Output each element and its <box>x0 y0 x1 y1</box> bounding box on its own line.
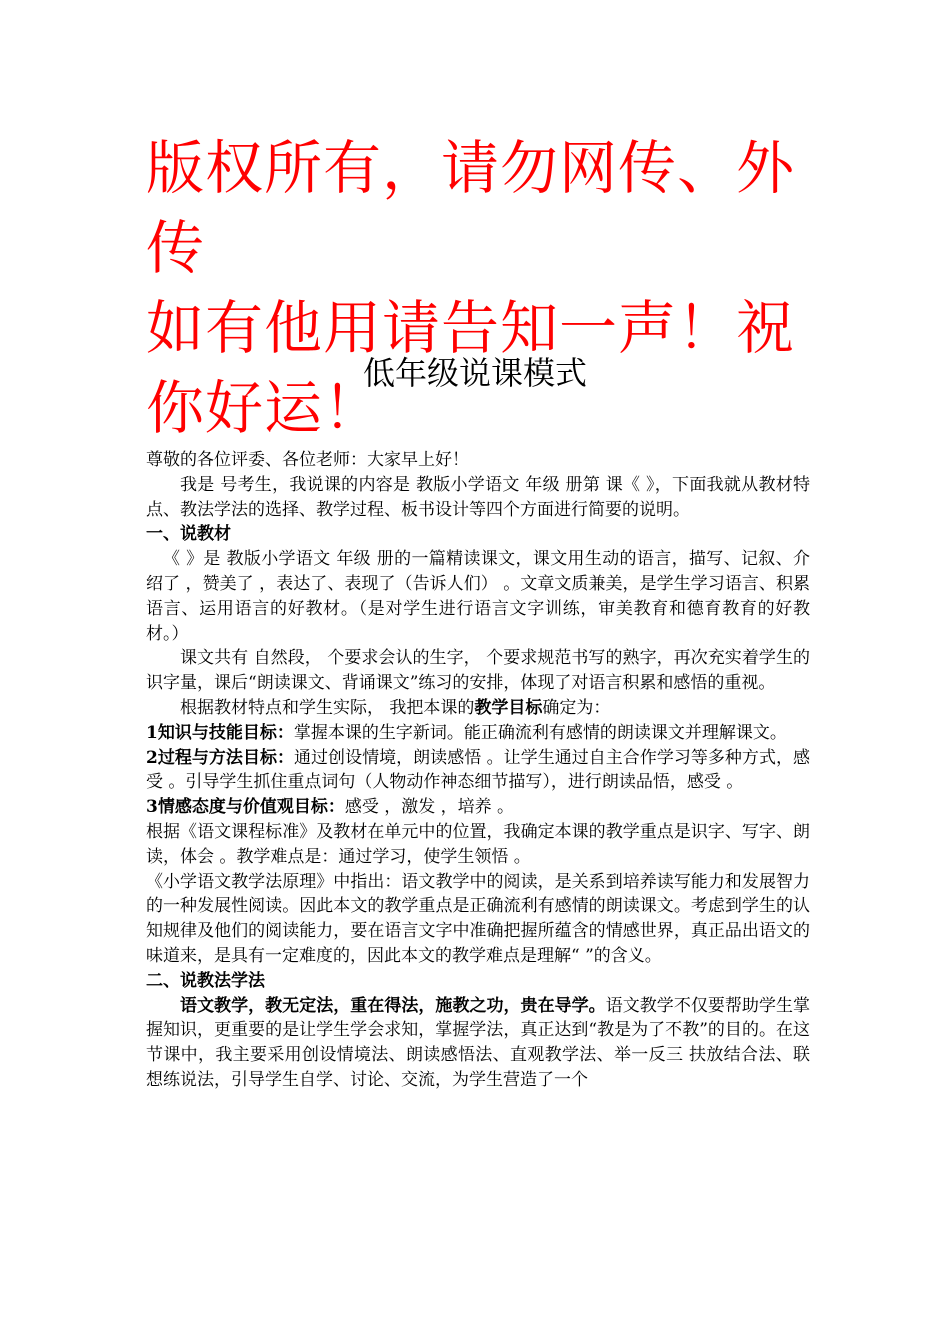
goal-knowledge <box>146 721 810 746</box>
section-heading-methods: 二、说教法学法 <box>146 970 265 991</box>
intro-paragraph: 我是 号考生，我说课的内容是 教版小学语文 年级 册第 课《 》，下面我就从教材特点、教法学法的选择、教学过程、板书设计等四个方面进行简要的说明。 <box>146 474 810 520</box>
goal-process-label: 2过程与方法目标： <box>146 747 295 768</box>
goal-knowledge-text: 掌握本课的生字新词。能正确流利有感情的朗读课文并理解课文。 <box>293 722 787 743</box>
methods-motto: 语文教学，教无定法，重在得法，施教之功，贵在导学。 <box>180 995 606 1016</box>
teaching-goal-keyword: 教学目标 <box>474 697 543 718</box>
document-body <box>146 448 810 1093</box>
banner-line-2: 如有他用请告知一声！祝 <box>146 294 796 362</box>
banner-line-3: 你好运！ <box>146 374 383 442</box>
goal-emotion-label: 3情感态度与价值观目标： <box>146 797 345 818</box>
banner-line-1: 版权所有，请勿网传、外传 <box>146 134 796 282</box>
copyright-banner <box>146 128 826 448</box>
teaching-goal-intro-text: 根据教材特点和学生实际， 我把本课的 <box>180 697 475 718</box>
goal-process <box>146 746 810 796</box>
methods-paragraph <box>146 994 810 1093</box>
teaching-goal-intro <box>146 696 810 721</box>
goal-process-text: 通过创设情境，朗读感悟 。让学生通过自主合作学习等多种方式，感受 。引导学生抓住重点词句（人物动作神态细节描写），进行朗读品悟，感受 。 <box>146 747 810 793</box>
goal-knowledge-label: 1知识与技能目标： <box>146 722 294 743</box>
goal-emotion-text: 感受 ，激发 ，培养 。 <box>344 797 515 818</box>
teaching-principle-paragraph: 《小学语文教学法原理》中指出：语文教学中的阅读，是关系到培养读写能力和发展智力的一种发展性阅读。因此本文的教学重点是正确流利有感情的朗读课文。考虑到学生的认知规律及他们的阅读能力，要在语言文字中准确把握所蕴含的情感世界，真正品出语文的味道来，是具有一定难度的，因此本文的教学难点是理解“ ”的含义。 <box>146 871 810 966</box>
document-title: 低年级说课模式 <box>362 354 587 392</box>
methods-text: 语文教学不仅要帮助学生掌握知识，更重要的是让学生学会求知，掌握学法，真正达到“教是为了不教”的目的。在这节课中，我主要采用创设情境法、朗读感悟法、直观教学法、举一反三 扶放结合法、联想练说法，引导学生自学、讨论、交流，为学生营造了一个 <box>146 995 811 1090</box>
greeting: 尊敬的各位评委、各位老师：大家早上好！ <box>146 450 469 470</box>
textbook-paragraph-2: 课文共有 自然段， 个要求会认的生字， 个要求规范书写的熟字，再次充实着学生的识字量，课后“朗读课文、背诵课文”练习的安排，体现了对语言积累和感悟的重视。 <box>146 648 810 694</box>
key-difficult-points: 根据《语文课程标准》及教材在单元中的位置，我确定本课的教学重点是识字、写字、朗读，体会 。教学难点是：通过学习，使学生领悟 。 <box>146 821 810 867</box>
teaching-goal-intro-end: 确定为： <box>542 697 611 718</box>
goal-emotion <box>146 795 810 820</box>
textbook-paragraph-1: 《 》是 教版小学语文 年级 册的一篇精读课文，课文用生动的语言，描写、记叙、介绍了 ，赞美了 ，表达了、表现了（告诉人们） 。文章文质兼美，是学生学习语言、积累语言、运用语言的好教材。（是对学生进行语言文字训练，审美教育和德育教育的好教材。） <box>146 549 810 644</box>
section-heading-textbook: 一、说教材 <box>146 524 231 545</box>
